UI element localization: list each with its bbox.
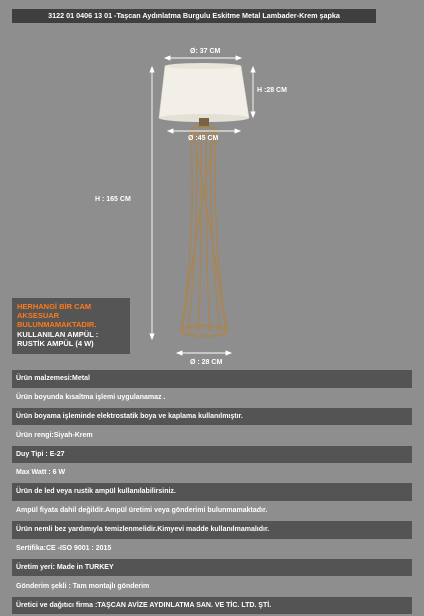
spec-list: [12, 370, 412, 616]
spec-row: Ürün nemli bez yardımıyla temizlenmelidir.Kimyevi madde kullanılmamalıdır.: [12, 521, 412, 539]
spec-row: Üretici ve dağıtıcı firma :TAŞCAN AVİZE AYDINLATMA SAN. VE TİC. LTD. ŞTİ.: [12, 597, 412, 615]
spec-row: Max Watt : 6 W: [12, 464, 412, 482]
spec-row: Gönderim şekli : Tam montajlı gönderim: [12, 578, 412, 596]
spec-row: Ampül fiyata dahil değildir.Ampül üretimi veya gönderimi bulunmamaktadır.: [12, 502, 412, 520]
twisted-frame-rods: [181, 131, 227, 332]
lamp-socket: [199, 118, 209, 127]
spec-row: Ürün rengi:Siyah-Krem: [12, 427, 412, 445]
spec-row: Ürün boyunda kısaltma işlemi uygulanamaz .: [12, 389, 412, 407]
bulb-info: KULLANILAN AMPÜL : RUSTİK AMPÜL (4 W): [17, 330, 99, 348]
frame-base-ring: [181, 326, 227, 336]
total-height-label: H : 165 CM: [95, 196, 131, 203]
spec-row: Üretim yeri: Made in TURKEY: [12, 559, 412, 577]
frame-top-ring: [190, 127, 218, 133]
spec-row: Sertifika:CE -ISO 9001 : 2015: [12, 540, 412, 558]
spec-row: Ürün boyama işleminde elektrostatik boya ve kaplama kullanılmıştır.: [12, 408, 412, 426]
shade-top-diameter-label: Ø: 37 CM: [190, 48, 221, 55]
warning-box: [12, 298, 130, 354]
glass-accessory-warning: HERHANGİ BİR CAM AKSESUAR BULUNMAMAKTADIR.: [17, 302, 97, 329]
spec-row: Ürün malzemesi:Metal: [12, 370, 412, 388]
lamp-shade: [159, 66, 249, 118]
shade-top-rim: [165, 63, 241, 69]
product-title: 3122 01 0406 13 01 -Taşcan Aydınlatma Burgulu Eskitme Metal Lambader-Krem şapka: [12, 9, 376, 23]
shade-height-label: H :28 CM: [257, 87, 287, 94]
spec-row: Ürün de led veya rustik ampül kullanılabilirsiniz.: [12, 483, 412, 501]
shade-bottom-diameter-label: Ø :45 CM: [188, 135, 219, 142]
base-diameter-label: Ø : 28 CM: [190, 359, 223, 366]
spec-row: Duy Tipi : E-27: [12, 446, 412, 464]
